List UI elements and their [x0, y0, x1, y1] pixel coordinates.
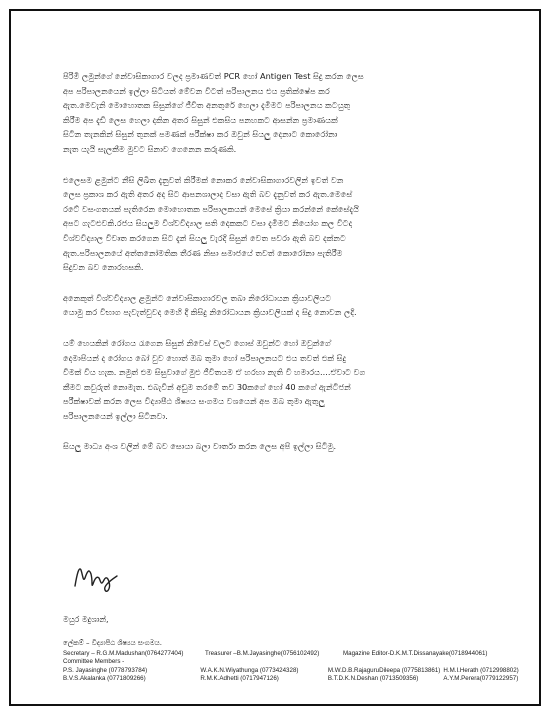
committee-member: M.W.D.B.RajaguruDileepa (0775813861)	[327, 666, 441, 674]
paragraph-line: යම් හෙයකින් රෝගය රැගෙන සිසුන් නිවෙස් වලට ගොස් ඔවුන්ට හෝ ඔවුන්ගේ	[63, 337, 331, 348]
paragraph-line: ලෙස ප්‍රකාශ කර ඇති අතර අද සිට ආපනශාලාද වසා ඇති බව දැනුවත් කර ඇත.මෙසේ	[63, 189, 353, 200]
letter-paragraph	[63, 173, 493, 275]
union-title: ලේකම් – විද්‍යාපීඨ ශිෂ්‍යය සංගමය.	[63, 639, 162, 647]
committee-label-text: Committee Members -	[63, 658, 125, 666]
committee-member: B.T.D.K.N.Deshan (0713509356)	[327, 675, 419, 683]
paragraph-line: සියලු මාධ්‍ය අංශ වලින් මේ බව සොයා බලා වාර්තා කරන ලෙස අපි ඉල්ලා සිටිමු.	[63, 441, 337, 452]
paragraph-line: සිදුවන බව නොරහසකි.	[63, 262, 144, 273]
committee-member: R.M.K.Adhetti (0717947126)	[200, 675, 279, 683]
paragraph-line: විශ්වවිද්‍යාල විවෘත කරගෙන සිට දැන් සියලු වැරදි සිසුන් වෙත පවරා ඇති බව දක්නට	[63, 232, 346, 243]
committee-member: W.A.K.N.Wiyathunga (0773424328)	[200, 666, 299, 674]
paragraph-line: පරිපාලනයෙන් ඉල්ලා සිටිනවා.	[63, 410, 168, 421]
committee-footer	[63, 639, 533, 684]
paragraph-line: අනෙකුත් විශ්වවිද්‍යාල ළමුන්ට නේවාසිකාගාරවල තබා නිරෝධායන ක්‍රියාවලියට	[63, 292, 332, 303]
letter-paragraph	[63, 291, 493, 320]
treasurer-info: Treasurer –B.M.Jayasinghe(0756102492)	[205, 649, 320, 657]
committee-member: B.V.S.Akalanka (0771809266)	[63, 675, 146, 683]
secretary-info: Secretary – R.G.M.Madushan(0764277404)	[63, 649, 184, 657]
paragraph-line: යොමු කර විභාග පැවැත්වුවද මෙහි දී කිසිදු නිරෝධායන ක්‍රියාවලියක් ද සිදු නොවන ලදි.	[63, 307, 357, 318]
paragraph-line: එලෙසම ළමුන්ට නීසි ලිඛිත දැනුවත් කිරීමක් නොකර නේවාසිකාගාරවලින් ඉවත් වන	[63, 174, 344, 185]
paragraph-line: අපට ගැටළුවකි.රජය සියලුම විශ්වවිද්‍යාල සති දෙකකට වසා දැමීමට නියෝග කල විටද	[63, 218, 353, 229]
committee-member: A.Y.M.Perera(0779122957)	[443, 675, 519, 683]
committee-label	[63, 658, 533, 667]
paragraph-line: කිරීම අප දැඩි ලෙස හෙලා දකින අතර සිසුන් එකසිය පනහකට ආසන්න ප්‍රමාණයක්	[63, 114, 338, 125]
signer-name: මයුර මදුශාන්,	[63, 615, 109, 624]
officers-row	[63, 650, 533, 659]
handwritten-signature	[71, 556, 131, 596]
letter-paragraph	[63, 336, 493, 424]
letter-paragraph	[63, 439, 493, 454]
committee-row	[63, 675, 533, 684]
paragraph-line: සිටින තැනකින් සිසුන් තුනක් පමණක් පරීක්ෂා කර ඔවුන් සියලු දෙනාට කොරෝනා	[63, 129, 338, 140]
editor-info: Magazine Editor-D.K.M.T.Dissanayake(0718944061)	[343, 649, 488, 657]
paragraph-line: කීමට කවුරුත් නොමැත. එබැවින් අඩුම තරමේ තව 30කගේ හෝ 40 කගේ ඇන්ටිජන්	[63, 381, 351, 392]
committee-member: P.S. Jayasinghe (0778793784)	[63, 666, 148, 674]
letter-paragraph	[63, 69, 493, 157]
paragraph-line: දෙමාපියන් ද රෝගය බෝ වුව හොත් ඔබ තුමා හෝ පරිපාලනයට එය තවත් එක් සිදු	[63, 352, 347, 363]
paragraph-line: පිරිමි ලමුන්ගේ නේවාසිකාගාර වලද ප්‍රමාණවත් PCR හෝ Antigen Test සිදු කරන ලෙස	[63, 71, 364, 81]
committee-member: H.M.I.Herath (0712998802)	[443, 666, 519, 674]
paragraph-line: ඇත.මෙවැනි මොහොතක සිසුන්ගේ ජීවිත අනතුරේ හෙලා දැමීමට පරිපාලනය කටයුතු	[63, 100, 351, 111]
paragraph-line: පරීක්ෂාවක් කරන ලෙස විද්‍යාපීඨ ශිෂ්‍යය සංගමය වශයෙන් අප ඔබ තුමා ඇතුලු	[63, 396, 325, 407]
letter-body	[63, 69, 493, 470]
paragraph-line: රටේ වසංගතයක් පැතිරෙන මොහොතක පරිපාලකයන් මෙසේ ක්‍රියා කරන්නේ කේසේදැයි	[63, 203, 359, 214]
paragraph-line: අප පරිපාලනයෙන් ඉල්ලා සිටියත් මේවන විටත් පරිපාලනය එය ප්‍රතික්ෂේප කර	[63, 85, 330, 96]
paragraph-line: නැත යැයි සැලකීම මුවට සිනාව ගෙනෙන කරුණකි.	[63, 143, 237, 154]
paragraph-line: වීමක් විය හැක. නමුත් එම සිසුවාගේ මුළු ජීවිතයම ඒ හරහා නැති වී හමාරය....ඒවාට වග	[63, 367, 366, 378]
letter-page	[9, 9, 541, 706]
paragraph-line: ඇත.පරිපාලනයේ අත්තනෝමතික තීරණ නිසා සමාජයේ තවත් කොරෝනා පැතිරීම	[63, 247, 343, 258]
committee-row	[63, 667, 533, 676]
